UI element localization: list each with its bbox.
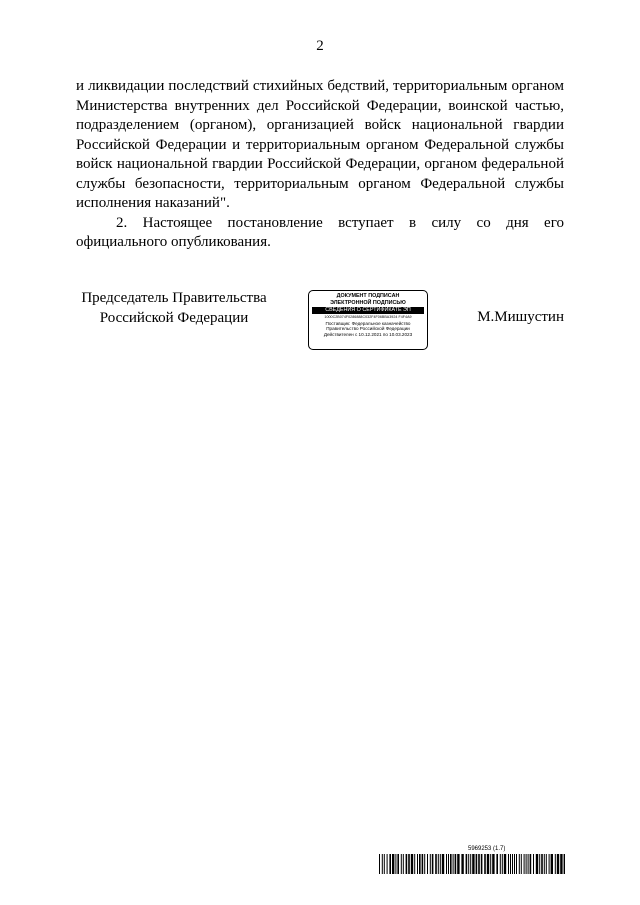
barcode-stripe [397,854,399,874]
barcode-stripe [427,854,428,874]
stamp-certificate-bar: СВЕДЕНИЯ О СЕРТИФИКАТЕ ЭП [312,307,424,314]
barcode-stripe [496,854,498,874]
barcode-stripe [422,854,424,874]
barcode-stripe [481,854,483,874]
stamp-validity: Действителен с 10.12.2021 по 10.03.2023 [323,331,413,337]
signatory-name: М.Мишустин [477,309,564,325]
paragraph-2: 2. Настоящее постановление вступает в силу со дня его официального опубликования. [76,214,564,250]
stamp-owner: Правительство Российской Федерации [326,326,410,332]
barcode-stripe [472,854,474,874]
barcode-stripe [446,854,447,874]
barcode-stripe [468,854,469,874]
barcode-stripe [549,854,550,874]
barcode-image [379,854,565,874]
barcode-stripe [417,854,418,874]
barcode-stripe [403,854,404,874]
document-body [76,77,564,253]
barcode-stripe [546,854,547,874]
barcode-stripe [526,854,527,874]
barcode-stripe [395,854,396,874]
signatory-title-line2: Российской Федерации [99,309,249,326]
barcode-stripe [453,854,454,874]
stamp-header [309,291,427,306]
barcode-stripe [387,854,388,874]
barcode-stripe [382,854,383,874]
barcode-stripe [389,854,391,874]
barcode-stripe [519,854,520,874]
barcode-stripe [541,854,543,874]
barcode-stripe [411,854,413,874]
barcode-stripe [500,854,501,874]
barcode-stripe [502,854,503,874]
barcode-stripe [504,854,506,874]
barcode-stripe [448,854,449,874]
barcode-stripe [440,854,441,874]
barcode-stripe [442,854,444,874]
barcode-stripe [470,854,471,874]
barcode-stripe [557,854,559,874]
barcode-stripe [424,854,425,874]
barcode-number: 5969253 (1.7) [468,846,506,852]
barcode-stripe [435,854,437,874]
page-number: 2 [316,38,324,54]
barcode-stripe [478,854,480,874]
stamp-line1: ДОКУМЕНТ ПОДПИСАН [336,293,400,299]
barcode-stripe [466,854,468,874]
barcode-stripe [408,854,410,874]
barcode-stripe [430,854,431,874]
barcode-stripe [539,854,540,874]
barcode-stripe [492,854,494,874]
barcode-stripe [406,854,408,874]
barcode-stripe [450,854,452,874]
stamp-issuer: Поставщик: Федеральное казначейство [325,320,411,326]
barcode-stripe [461,854,463,874]
signatory-title-line1: Председатель Правительства [81,290,267,306]
barcode-stripe [476,854,478,874]
barcode-stripe [564,854,565,874]
paragraph-1: и ликвидации последствий стихийных бедствий, территориальным органом Министерства внутренних дел Российской Федерации, воинской частью, подразделением (органом), организацией войск национальной гвардии Российской Федерации и территориальным органом Федеральной службы войск национальной гвардии Российской Федерации, органом федеральной службы безопасности, территориальным органом Федеральной службы исполнения наказаний". [76,78,564,211]
barcode-stripe [401,854,402,874]
electronic-signature-stamp [308,290,428,350]
barcode-stripe [536,854,538,874]
barcode-stripe [555,854,556,874]
barcode-stripe [455,854,457,874]
barcode-stripe [533,854,534,874]
barcode-stripe [514,854,515,874]
barcode-stripe [457,854,459,874]
stamp-serial: 1000C2B074F0286888C032F4F06BBA3924 F4F4A9 [324,315,412,319]
barcode-stripe [487,854,489,874]
barcode-stripe [528,854,529,874]
barcode-stripe [560,854,562,874]
barcode-stripe [414,854,415,874]
barcode-stripe [516,854,517,874]
barcode-stripe [510,854,511,874]
barcode-stripe [544,854,545,874]
barcode-stripe [524,854,525,874]
barcode-stripe [379,854,380,874]
barcode-stripe [438,854,439,874]
barcode-stripe [512,854,513,874]
barcode-stripe [530,854,532,874]
barcode-stripe [419,854,421,874]
barcode-stripe [384,854,385,874]
stamp-line2: ЭЛЕКТРОННОЙ ПОДПИСЬЮ [330,299,406,306]
barcode-stripe [392,854,394,874]
barcode-stripe [490,854,491,874]
barcode-stripe [508,854,509,874]
barcode-stripe [521,854,522,874]
barcode-stripe [484,854,486,874]
barcode-stripe [432,854,434,874]
signatory-title [64,289,284,328]
barcode-stripe [551,854,553,874]
